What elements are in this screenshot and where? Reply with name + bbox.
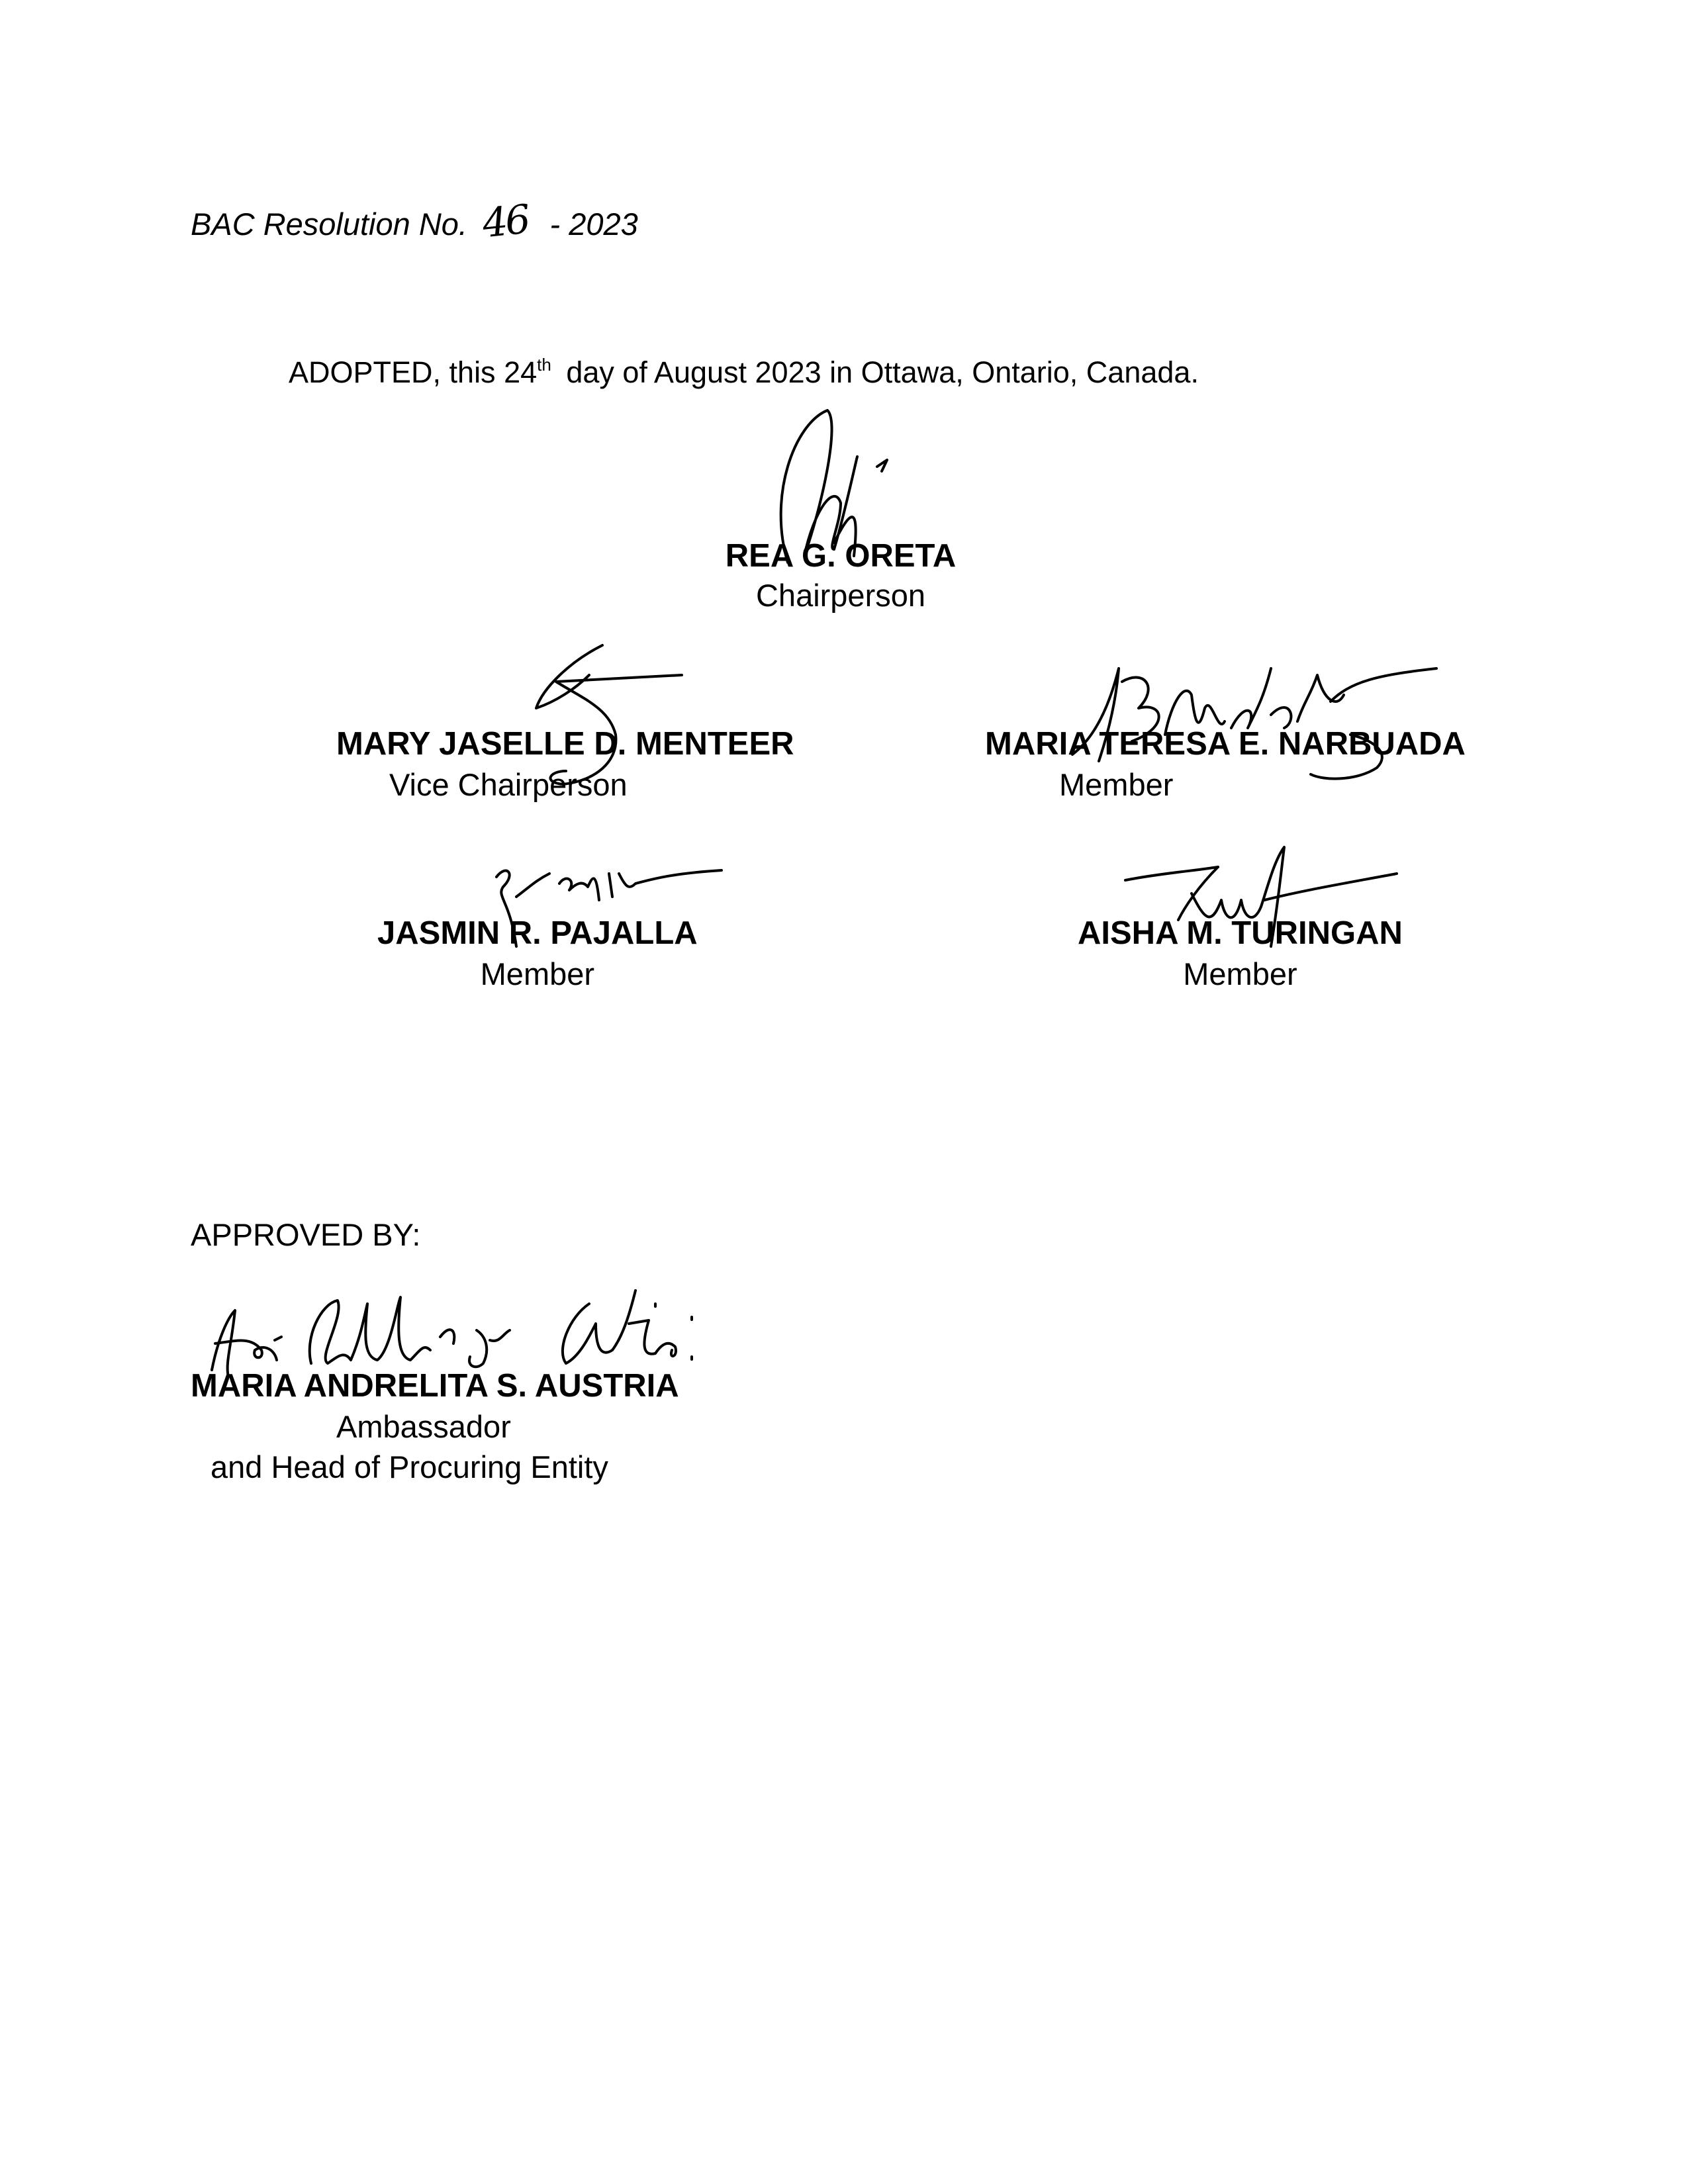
- chairperson-role: Chairperson: [755, 578, 926, 613]
- member-turingan-role: Member: [1183, 956, 1297, 991]
- adoption-text-before: ADOPTED, this 24: [289, 355, 538, 389]
- adoption-text-after: day of August 2023 in Ottawa, Ontario, Canada.: [566, 355, 1199, 389]
- vice-chairperson-signature: [516, 635, 702, 807]
- chairperson-name: REA G. ORETA: [725, 538, 957, 574]
- member-pajalla-role: Member: [480, 956, 595, 991]
- member-narbuada-signature: [1046, 655, 1456, 807]
- approver-name: MARIA ANDRELITA S. AUSTRIA: [191, 1368, 679, 1404]
- member-pajalla-name: JASMIN R. PAJALLA: [377, 915, 698, 951]
- member-pajalla-signature: [477, 860, 741, 966]
- vice-chairperson-role: Vice Chairperson: [389, 767, 628, 802]
- vice-chairperson-name: MARY JASELLE D. MENTEER: [336, 726, 794, 762]
- adoption-statement: [289, 355, 1199, 390]
- approver-role-line1: Ambassador: [336, 1409, 511, 1444]
- member-narbuada-name: MARIA TERESA E. NARBUADA: [985, 726, 1466, 762]
- resolution-year: 2023: [569, 206, 638, 242]
- approver-block: [191, 1367, 720, 1485]
- member-turingan-name: AISHA M. TURINGAN: [1078, 915, 1403, 951]
- member-narbuada-role: Member: [1059, 767, 1174, 802]
- member-turingan-signature: [1112, 834, 1417, 966]
- resolution-prefix: BAC Resolution No.: [191, 206, 467, 242]
- approved-by-label: APPROVED BY:: [191, 1217, 421, 1252]
- chairperson-signature: [741, 397, 940, 596]
- adoption-ordinal-suffix: th: [537, 355, 551, 375]
- approver-role-line2: and Head of Procuring Entity: [211, 1449, 608, 1484]
- resolution-number-handwritten: 46: [480, 196, 530, 248]
- resolution-separator: -: [549, 206, 561, 242]
- resolution-reference: [191, 196, 638, 248]
